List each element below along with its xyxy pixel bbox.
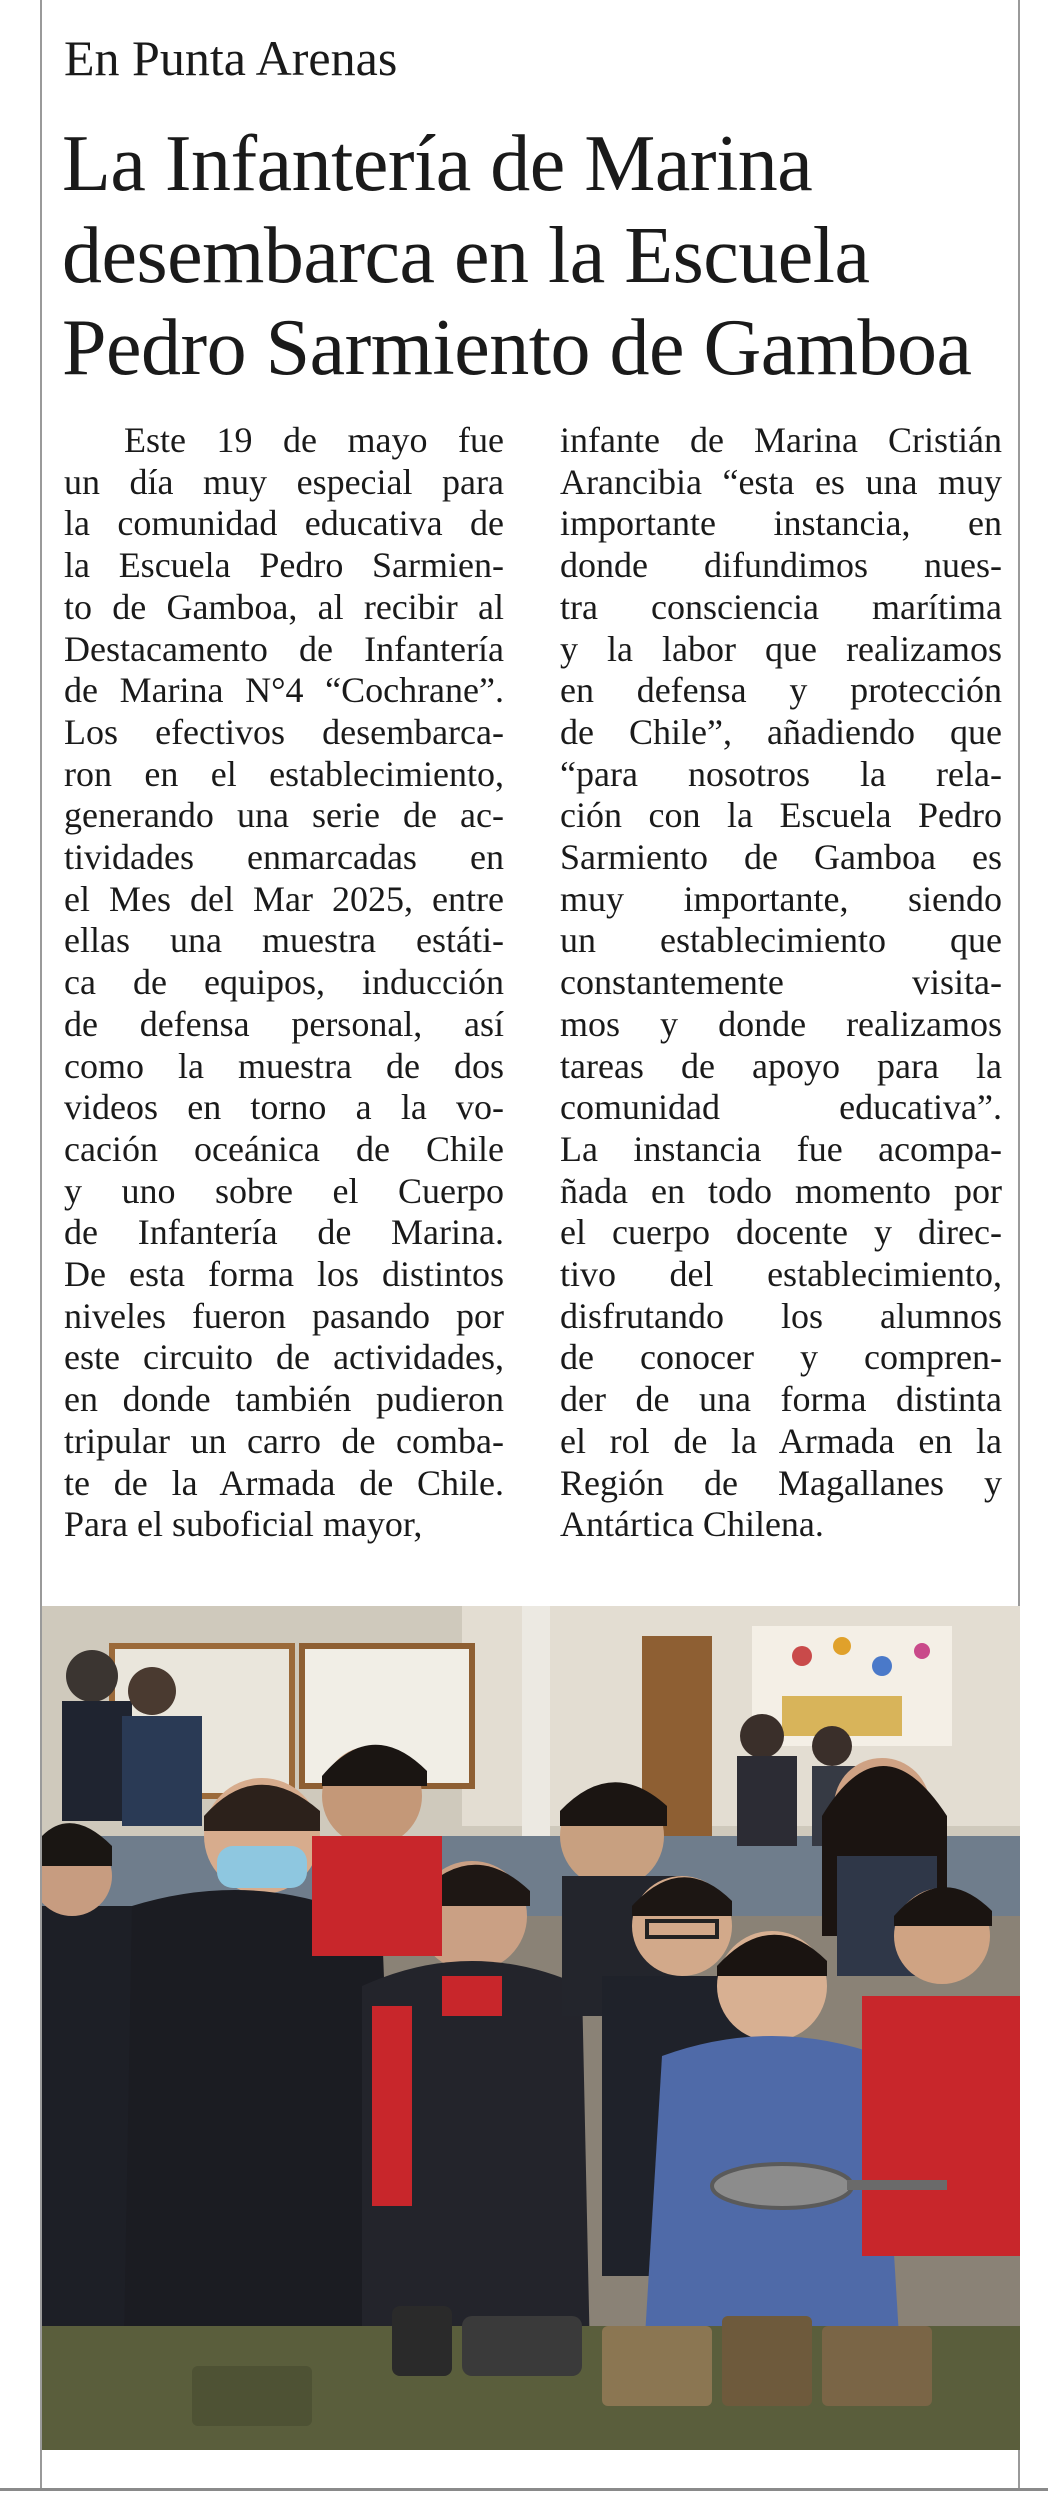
column-line: y la labor que realizamos xyxy=(560,628,1002,669)
column-line: un establecimiento que xyxy=(560,920,1002,961)
column-line: la Escuela Pedro Sarmien- xyxy=(64,545,504,586)
article-kicker: En Punta Arenas xyxy=(64,30,398,86)
article-column-left xyxy=(64,420,504,1546)
column-line: tividades enmarcadas en xyxy=(64,837,504,878)
column-line: en donde también pudieron xyxy=(64,1379,504,1420)
column-line: te de la Armada de Chile. xyxy=(64,1462,504,1503)
column-line: Destacamento de Infantería xyxy=(64,628,504,669)
column-line: disfrutando los alumnos xyxy=(560,1295,1002,1336)
column-line: generando una serie de ac- xyxy=(64,795,504,836)
article-headline xyxy=(62,118,1012,394)
headline-line: La Infantería de Marina xyxy=(62,120,813,208)
column-line: y uno sobre el Cuerpo xyxy=(64,1170,504,1211)
column-line: tripular un carro de comba- xyxy=(64,1420,504,1461)
column-line: como la muestra de dos xyxy=(64,1045,504,1086)
column-line: to de Gamboa, al recibir al xyxy=(64,586,504,627)
column-line: comunidad educativa”. xyxy=(560,1087,1002,1128)
column-line: cación oceánica de Chile xyxy=(64,1128,504,1169)
column-line: este circuito de actividades, xyxy=(64,1337,504,1378)
column-line: ñada en todo momento por xyxy=(560,1170,1002,1211)
column-line: ción con la Escuela Pedro xyxy=(560,795,1002,836)
column-line: La instancia fue acompa- xyxy=(560,1128,1002,1169)
article-photo xyxy=(42,1606,1020,2450)
column-line: Los efectivos desembarca- xyxy=(64,711,504,752)
column-line: ellas una muestra estáti- xyxy=(64,920,504,961)
column-line: muy importante, siendo xyxy=(560,878,1002,919)
column-line: el cuerpo docente y direc- xyxy=(560,1212,1002,1253)
headline-line: Pedro Sarmiento de Gamboa xyxy=(62,304,972,392)
article-column-right xyxy=(560,420,1002,1546)
column-line: Arancibia “esta es una muy xyxy=(560,461,1002,502)
column-line: de defensa personal, así xyxy=(64,1003,504,1044)
column-line: de Infantería de Marina. xyxy=(64,1212,504,1253)
column-line: de Chile”, añadiendo que xyxy=(560,711,1002,752)
column-line: ca de equipos, inducción xyxy=(64,962,504,1003)
photo-illustration xyxy=(42,1606,1020,2450)
column-line: en defensa y protección xyxy=(560,670,1002,711)
column-line: De esta forma los distintos xyxy=(64,1254,504,1295)
column-line: tivo del establecimiento, xyxy=(560,1254,1002,1295)
column-line: infante de Marina Cristián xyxy=(560,420,1002,460)
column-line: ron en el establecimiento, xyxy=(64,753,504,794)
column-line: la comunidad educativa de xyxy=(64,503,504,544)
column-line: tareas de apoyo para la xyxy=(560,1045,1002,1086)
column-line: el Mes del Mar 2025, entre xyxy=(64,878,504,919)
column-line: donde difundimos nues- xyxy=(560,545,1002,586)
column-line: der de una forma distinta xyxy=(560,1379,1002,1420)
bottom-rule xyxy=(0,2488,1048,2491)
headline-line: desembarca en la Escuela xyxy=(62,212,870,300)
column-line: Región de Magallanes y xyxy=(560,1462,1002,1503)
column-line: de Marina N°4 “Cochrane”. xyxy=(64,670,504,711)
column-line: Para el suboficial mayor, xyxy=(64,1504,423,1545)
column-line: importante instancia, en xyxy=(560,503,1002,544)
column-line: mos y donde realizamos xyxy=(560,1003,1002,1044)
column-line: tra consciencia marítima xyxy=(560,586,1002,627)
column-line: Este 19 de mayo fue xyxy=(124,420,504,460)
column-line: videos en torno a la vo- xyxy=(64,1087,504,1128)
column-line: constantemente visita- xyxy=(560,962,1002,1003)
column-line: Sarmiento de Gamboa es xyxy=(560,837,1002,878)
column-line: niveles fueron pasando por xyxy=(64,1295,504,1336)
column-line: “para nosotros la rela- xyxy=(560,753,1002,794)
column-line: Antártica Chilena. xyxy=(560,1504,824,1545)
column-line: el rol de la Armada en la xyxy=(560,1420,1002,1461)
column-line: un día muy especial para xyxy=(64,461,504,502)
equipment-table xyxy=(42,2306,1020,2450)
column-line: de conocer y compren- xyxy=(560,1337,1002,1378)
